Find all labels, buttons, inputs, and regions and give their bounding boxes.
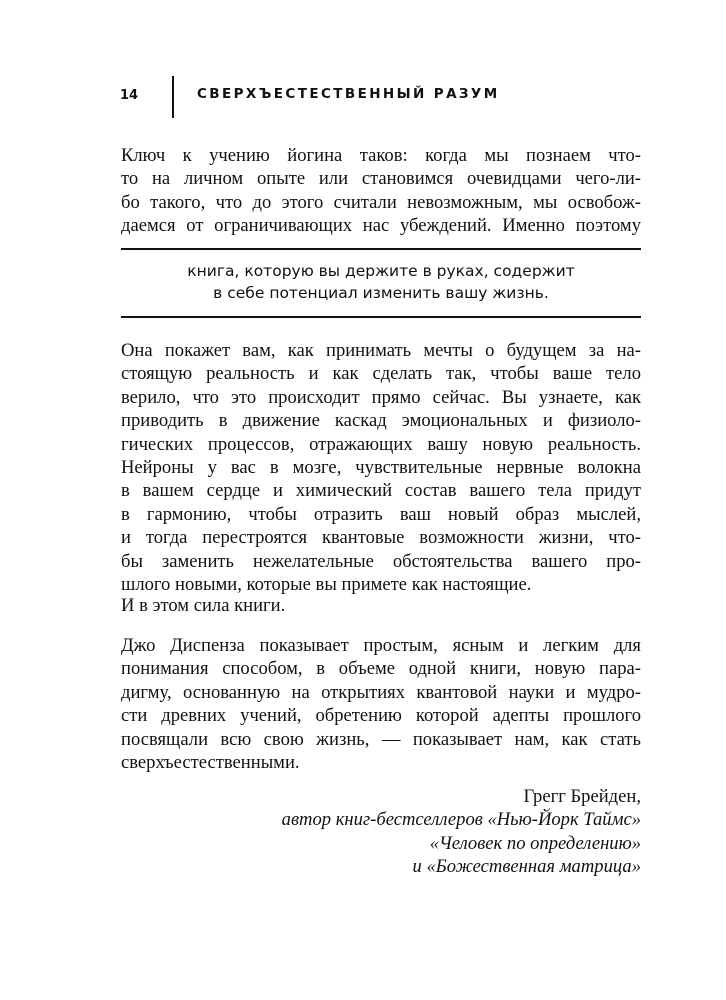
text-line: шлого новыми, которые вы примете как настоящие. <box>121 573 532 595</box>
text-line: И в этом сила книги. <box>121 595 286 616</box>
pull-quote-line: книга, которую вы держите в руках, содержит <box>187 262 575 280</box>
header-divider <box>172 76 174 118</box>
pull-quote-bottom-rule <box>121 316 641 318</box>
text-line: в вашем сердце и химический состав вашего тела придут <box>121 480 641 502</box>
running-header <box>0 70 726 120</box>
pull-quote-line: в себе потенциал изменить вашу жизнь. <box>213 284 549 302</box>
text-line: понимания способом, в объеме одной книги, новую пара- <box>121 658 641 680</box>
text-line: стоящую реальность и как сделать так, чтобы ваше тело <box>121 363 641 385</box>
pull-quote <box>121 260 641 304</box>
paragraph-2 <box>121 339 641 596</box>
text-line: то на личном опыте или становимся очевидцами чего-ли- <box>121 168 641 190</box>
text-line: Ключ к учению йогина таков: когда мы познаем что- <box>121 145 641 166</box>
paragraph-3 <box>121 594 641 617</box>
text-line: сверхъестественными. <box>121 751 300 773</box>
page-number: 14 <box>120 88 139 103</box>
text-line: в гармонию, чтобы отразить ваш новый образ мыслей, <box>121 503 641 525</box>
text-line: посвящали всю свою жизнь, — показывает нам, как стать <box>121 728 641 750</box>
signature-credit: автор книг-бестселлеров «Нью-Йорк Таймс» <box>281 809 641 831</box>
text-line: гических процессов, отражающих вашу новую реальность. <box>121 433 641 455</box>
signature-credit: «Человек по определению» <box>429 832 641 854</box>
pull-quote-top-rule <box>121 248 641 250</box>
text-line: верило, что это происходит прямо сейчас. Вы узнаете, как <box>121 386 641 408</box>
text-line: и тогда перестроятся квантовые возможности жизни, что- <box>121 527 641 549</box>
text-line: бо такого, что до этого считали невозможным, мы освобож- <box>121 191 641 213</box>
text-line: дигму, основанную на открытиях квантовой науки и мудро- <box>121 681 641 703</box>
text-line: приводить в движение каскад эмоциональных и физиоло- <box>121 410 641 432</box>
paragraph-4 <box>121 634 641 774</box>
text-line: бы заменить нежелательные обстоятельства вашего про- <box>121 550 641 572</box>
signature-block <box>121 785 641 879</box>
text-line: Джо Диспенза показывает простым, ясным и легким для <box>121 635 641 656</box>
text-line: Она покажет вам, как принимать мечты о будущем за на- <box>121 340 641 361</box>
text-line: Нейроны у вас в мозге, чувствительные нервные волокна <box>121 456 641 478</box>
signature-credit: и «Божественная матрица» <box>412 856 641 878</box>
text-line: даемся от ограничивающих нас убеждений. Именно поэтому <box>121 215 641 237</box>
text-line: сти древних учений, обретению которой адепты прошлого <box>121 705 641 727</box>
signature-name: Грегг Брейден, <box>523 786 641 807</box>
paragraph-1 <box>121 144 641 238</box>
running-title: СВЕРХЪЕСТЕСТВЕННЫЙ РАЗУМ <box>197 86 500 102</box>
